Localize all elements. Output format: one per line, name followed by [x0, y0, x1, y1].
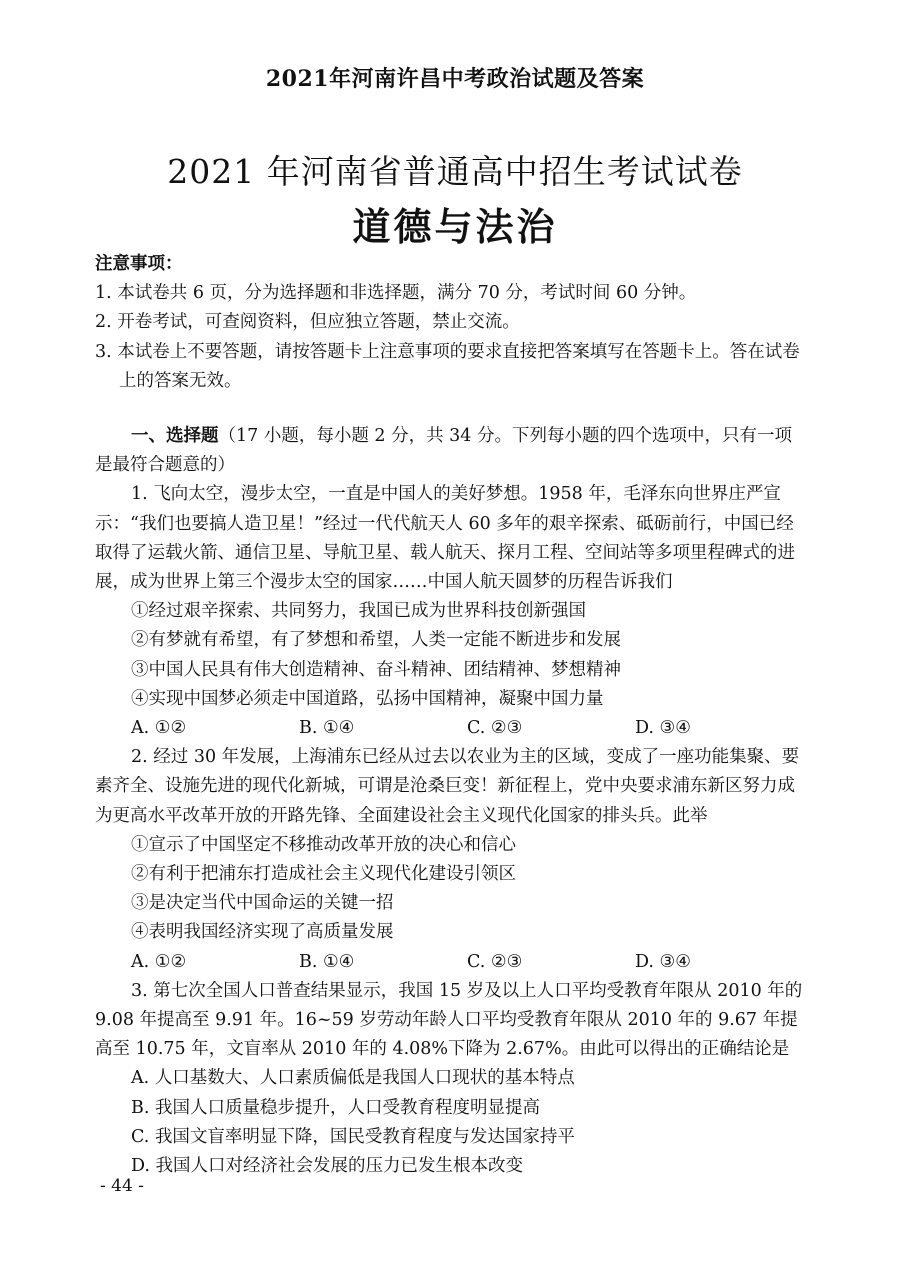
- section-heading: [95, 422, 807, 480]
- question-2-choices: [95, 948, 807, 977]
- exam-title: 2021 年河南省普通高中招生考试试卷: [167, 152, 743, 191]
- question-1-stem: 1. 飞向太空，漫步太空，一直是中国人的美好梦想。1958 年，毛泽东向世界庄严宣示：“我们也要搞人造卫星！”经过一代代航天人 60 多年的艰辛探索、砥砺前行，中国已经取得了运载火箭、通信卫星、导航卫星、载人航天、探月工程、空间站等多项里程碑式的进展，成为世界上第三个漫步太空的国家……中国人航天圆梦的历程告诉我们: [95, 484, 795, 593]
- choice-a: A. ①②: [131, 718, 187, 739]
- question-3-option-c: C. 我国文盲率明显下降，国民受教育程度与发达国家持平: [131, 1126, 575, 1147]
- choice-a: A. ①②: [131, 951, 187, 972]
- notice-item: 3. 本试卷上不要答题，请按答题卡上注意事项的要求直接把答案填写在答题卡上。答在试卷上的答案无效。: [95, 341, 800, 391]
- question-2-stem: 2. 经过 30 年发展，上海浦东已经从过去以农业为主的区域，变成了一座功能集聚、要素齐全、设施先进的现代化新城，可谓是沧桑巨变！新征程上，党中央要求浦东新区努力成为更高水平改革开放的开路先锋、全面建设社会主义现代化国家的排头兵。此举: [95, 747, 800, 826]
- question-1-statement: ②有梦就有希望，有了梦想和希望，人类一定能不断进步和发展: [131, 630, 621, 651]
- notice-item: 1. 本试卷共 6 页，分为选择题和非选择题，满分 70 分，考试时间 60 分钟。: [95, 283, 697, 304]
- question-2-statement: ②有利于把浦东打造成社会主义现代化建设引领区: [131, 864, 516, 885]
- document-title: 2021年河南许昌中考政治试题及答案: [265, 66, 645, 92]
- subject-title: 道德与法治: [352, 204, 558, 249]
- choice-c: C. ②③: [467, 951, 523, 972]
- question-1-statement: ④实现中国梦必须走中国道路，弘扬中国精神，凝聚中国力量: [131, 688, 604, 709]
- choice-c: C. ②③: [467, 718, 523, 739]
- question-2-statement: ④表明我国经济实现了高质量发展: [131, 922, 394, 943]
- question-3-stem: 3. 第七次全国人口普查结果显示，我国 15 岁及以上人口平均受教育年限从 2010 年的 9.08 年提高至 9.91 年。16~59 岁劳动年龄人口平均受教育年限从 2010 年的 9.67 年提高至 10.75 年，文盲率从 2010 年的 4.08%下降为 2.67%。由此可以得出的正确结论是: [95, 980, 803, 1060]
- question-1-statement: ③中国人民具有伟大创造精神、奋斗精神、团结精神、梦想精神: [131, 659, 621, 680]
- question-3-option-a: A. 人口基数大、人口素质偏低是我国人口现状的基本特点: [131, 1068, 575, 1089]
- choice-d: D. ③④: [635, 951, 691, 972]
- exam-content: [95, 250, 807, 1181]
- notice-heading: 注意事项：: [95, 254, 183, 274]
- question-2-statement: ③是决定当代中国命运的关键一招: [131, 893, 394, 914]
- page-number: - 44 -: [100, 1176, 144, 1196]
- question-3-option-d: D. 我国人口对经济社会发展的压力已发生根本改变: [131, 1156, 524, 1177]
- section-name: 一、选择题: [131, 426, 219, 447]
- choice-d: D. ③④: [635, 718, 691, 739]
- notice-item: 2. 开卷考试，可查阅资料，但应独立答题，禁止交流。: [95, 312, 520, 333]
- choice-b: B. ①④: [299, 951, 355, 972]
- question-1-choices: [95, 714, 807, 743]
- question-1-statement: ①经过艰辛探索、共同努力，我国已成为世界科技创新强国: [131, 601, 586, 622]
- question-3-option-b: B. 我国人口质量稳步提升，人口受教育程度明显提高: [131, 1097, 540, 1118]
- section-description: （17 小题，每小题 2 分，共 34 分。下列每小题的四个选项中，只有一项是最符合题意的）: [95, 426, 792, 476]
- choice-b: B. ①④: [299, 718, 355, 739]
- question-2-statement: ①宣示了中国坚定不移推动改革开放的决心和信心: [131, 834, 516, 855]
